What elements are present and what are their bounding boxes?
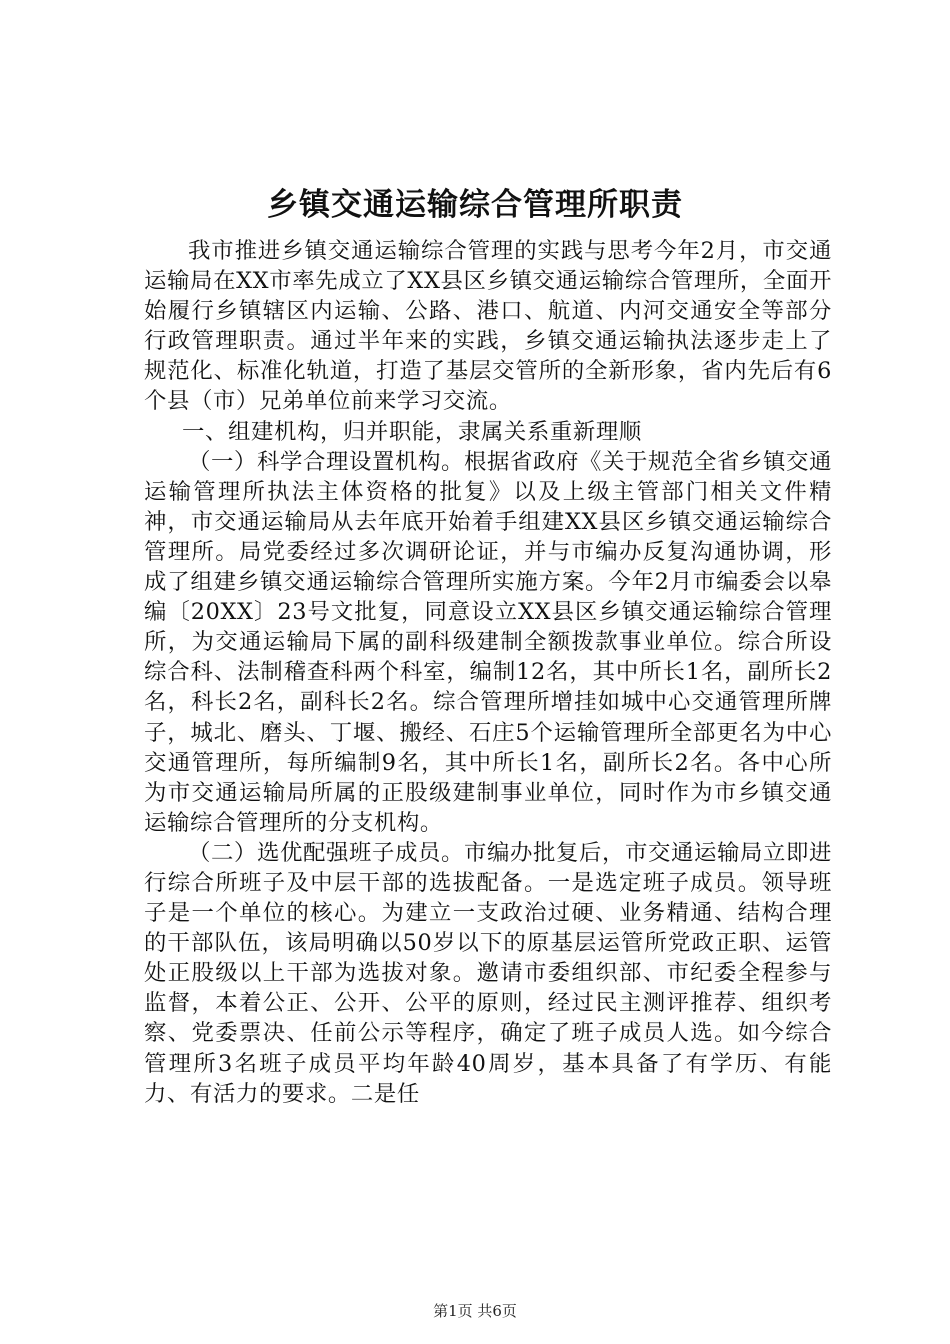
intro-paragraph: 我市推进乡镇交通运输综合管理的实践与思考今年2月，市交通运输局在XX市率先成立了XX县区乡镇交通运输综合管理所，全面开始履行乡镇辖区内运输、公路、港口、航道、内河交通安全等部分行政管理职责。通过半年来的实践，乡镇交通运输执法逐步走上了规范化、标准化轨道，打造了基层交管所的全新形象，省内先后有6个县（市）兄弟单位前来学习交流。 — [144, 238, 832, 415]
document-title: 乡镇交通运输综合管理所职责 — [267, 187, 683, 223]
subsection-paragraph-1: （一）科学合理设置机构。根据省政府《关于规范全省乡镇交通运输管理所执法主体资格的批复》以及上级主管部门相关文件精神，市交通运输局从去年底开始着手组建XX县区乡镇交通运输综合管理所。局党委经过多次调研论证，并与市编办反复沟通协调，形成了组建乡镇交通运输综合管理所实施方案。今年2月市编委会以皋编〔20XX〕23号文批复，同意设立XX县区乡镇交通运输综合管理所，为交通运输局下属的副科级建制全额拨款事业单位。综合所设综合科、法制稽查科两个科室，编制12名，其中所长1名，副所长2名，科长2名，副科长2名。综合管理所增挂如城中心交通管理所牌子，城北、磨头、丁堰、搬经、石庄5个运输管理所全部更名为中心交通管理所，每所编制9名，其中所长1名，副所长2名。各中心所为市交通运输局所属的正股级建制事业单位，同时作为市乡镇交通运输综合管理所的分支机构。 — [144, 448, 832, 836]
section-heading: 一、组建机构，归并职能，隶属关系重新理顺 — [182, 418, 642, 445]
document-body — [144, 236, 832, 1109]
subsection-paragraph-2: （二）选优配强班子成员。市编办批复后，市交通运输局立即进行综合所班子及中层干部的选拔配备。一是选定班子成员。领导班子是一个单位的核心。为建立一支政治过硬、业务精通、结构合理的干部队伍，该局明确以50岁以下的原基层运管所党政正职、运管处正股级以上干部为选拔对象。邀请市委组织部、市纪委全程参与监督，本着公正、公开、公平的原则，经过民主测评推荐、组织考察、党委票决、任前公示等程序，确定了班子成员人选。如今综合管理所3名班子成员平均年龄40周岁，基本具备了有学历、有能力、有活力的要求。二是任 — [144, 839, 832, 1107]
page-footer: 第1页 共6页 — [433, 1302, 517, 1320]
